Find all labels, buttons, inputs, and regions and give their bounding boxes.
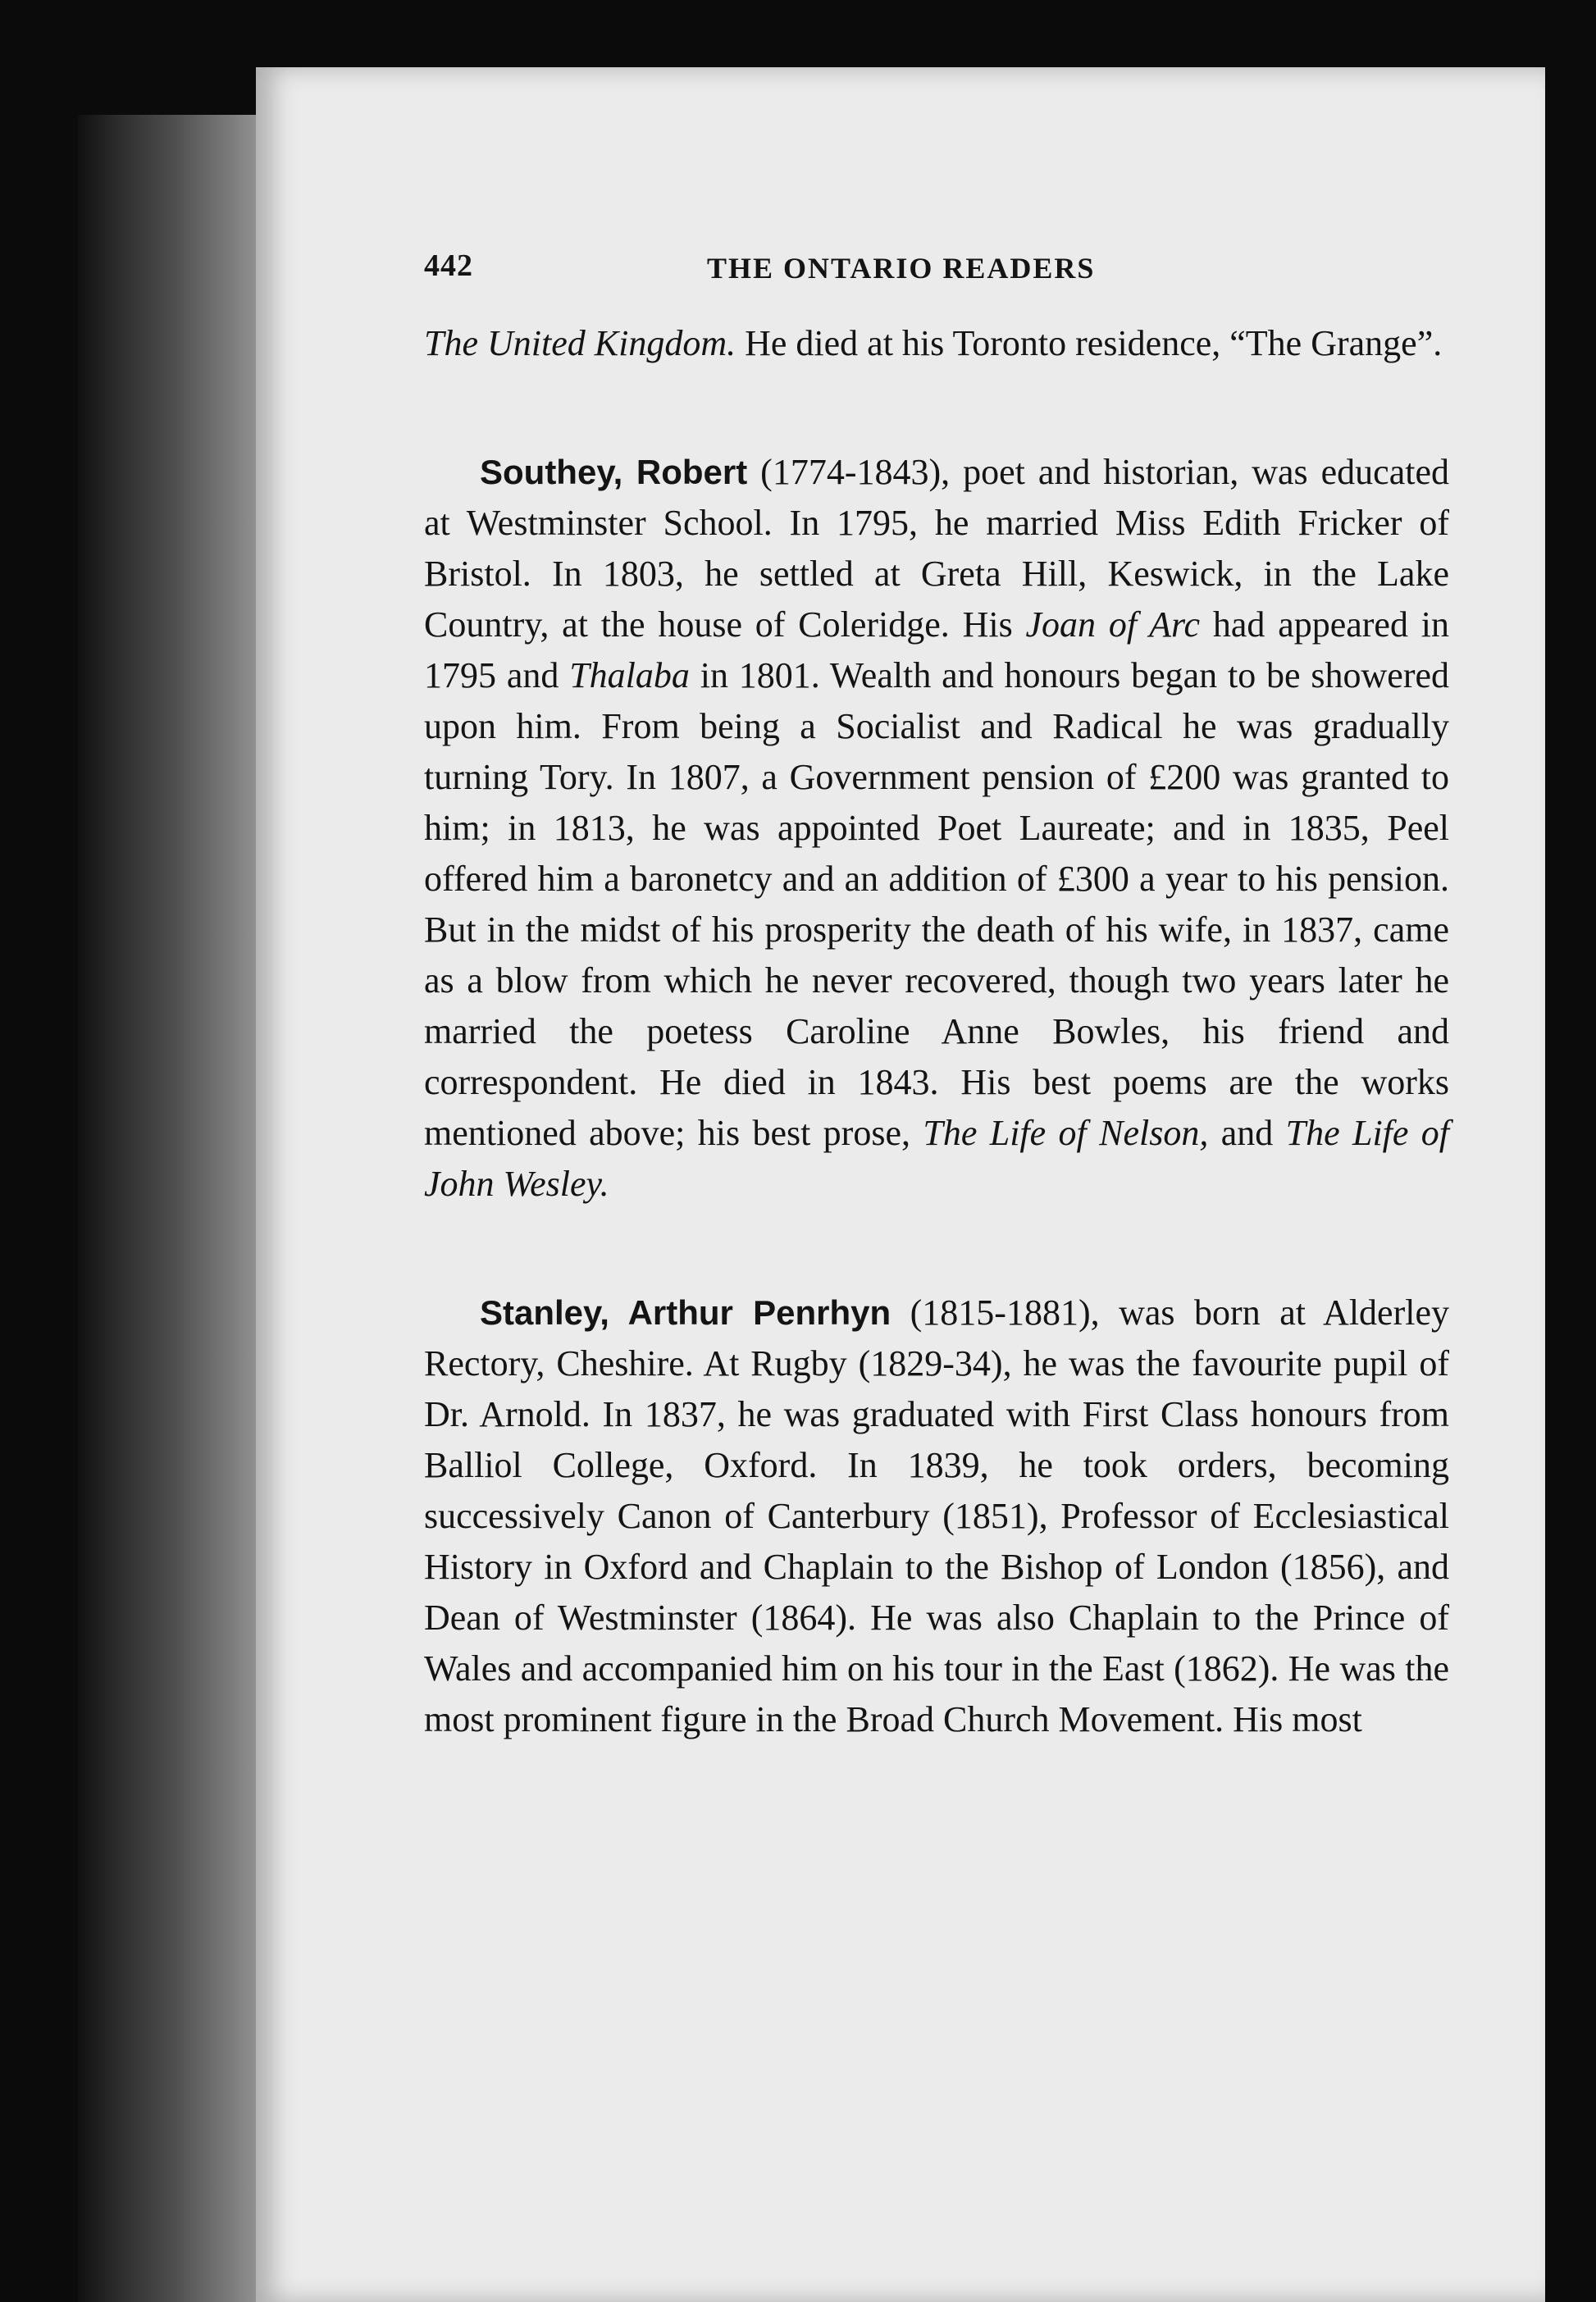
page-number: 442 <box>424 248 473 283</box>
continuation-title: The United Kingdom. <box>424 323 736 363</box>
southey-text-1: (1774-1843), poet and historian, was educated at Westminster School. In 1795, he married Miss Edith Fricker of Bristol. In 1803, he settled at Greta Hill, Keswick, in the Lake Country, at the house of Coleridge. His <box>424 452 1449 645</box>
southey-text-3: in 1801. Wealth and honours began to be showered upon him. From being a Socialist and Radical he was gradually turning Tory. In 1807, a Government pension of £200 was granted to him; in 1813, he was appointed Poet Laureate; and in 1835, Peel offered him a baronetcy and an addition of £300 a year to his pension. But in the midst of his prosperity the death of his wife, in 1837, came as a blow from which he never recovered, though two years later he married the poetess Caroline Anne Bowles, his friend and correspondent. He died in 1843. His best poems are the works mentioned above; his best prose, <box>424 655 1450 1153</box>
southey-work-life-of-wesley: The Life of John Wesley. <box>424 1113 1450 1204</box>
stanley-text: (1815-1881), was born at Alderley Rectory, Cheshire. At Rugby (1829-34), he was the favourite pupil of Dr. Arnold. In 1837, he was graduated with First Class honours from Balliol College, Oxford. In 1839, he took orders, becoming successively Canon of Canterbury (1851), Professor of Ecclesiastical History in Oxford and Chaplain to the Bishop of London (1856), and Dean of Westminster (1864). He was also Chaplain to the Prince of Wales and accompanied him on his tour in the East (1862). He was the most prominent figure in the Broad Church Movement. His most <box>424 1292 1449 1739</box>
paragraph-continuation <box>424 318 1449 369</box>
entry-name-stanley: Stanley, Arthur Penrhyn <box>480 1293 891 1332</box>
entry-name-southey: Southey, Robert <box>480 453 748 491</box>
southey-text-4: and <box>1208 1113 1286 1153</box>
book-page <box>256 67 1545 2302</box>
southey-text-2: had appeared in 1795 and <box>424 604 1450 695</box>
page-content <box>424 248 1449 1823</box>
paragraph-stanley <box>424 1288 1449 1745</box>
paragraph-southey <box>424 447 1449 1210</box>
southey-work-thalaba: Thalaba <box>569 655 690 695</box>
running-head <box>424 248 1449 313</box>
southey-work-life-of-nelson: The Life of Nelson, <box>923 1113 1209 1153</box>
running-title: THE ONTARIO READERS <box>707 252 1096 285</box>
southey-work-joan-of-arc: Joan of Arc <box>1025 604 1201 645</box>
book-page-edges <box>78 115 267 2302</box>
continuation-text: He died at his Toronto residence, “The Grange”. <box>736 323 1443 363</box>
